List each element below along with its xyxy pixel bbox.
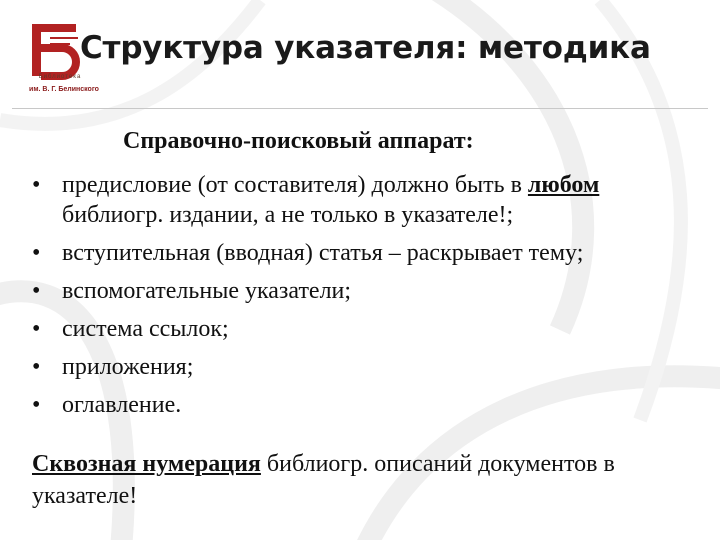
title-divider (12, 108, 708, 109)
list-item-text: система ссылок; (62, 316, 229, 342)
list-item-text: вступительная (вводная) статья – раскрывает тему; (62, 240, 584, 266)
emphasis-text: Сквозная нумерация (32, 451, 261, 477)
bullet-list (32, 170, 702, 428)
footer-note (32, 448, 702, 512)
bullet-marker: • (32, 172, 41, 198)
bullet-marker: • (32, 392, 41, 418)
bullet-marker: • (32, 316, 41, 342)
bullet-marker: • (32, 240, 41, 266)
page-title: Структура указателя: методика (80, 30, 651, 66)
list-item-text: вспомогательные указатели; (62, 278, 352, 304)
list-item (32, 276, 702, 306)
list-item-text: библиогр. издании, а не только в указателе!; (62, 202, 514, 228)
bullet-marker: • (32, 354, 41, 380)
list-item (32, 390, 702, 420)
list-item-text: оглавление. (62, 392, 182, 418)
section-heading: Справочно-поисковый аппарат: (123, 128, 474, 154)
list-item (32, 314, 702, 344)
footer-text: библиогр. описаний документов в указателе! (32, 451, 615, 509)
list-item (32, 352, 702, 382)
list-item-text: приложения; (62, 354, 194, 380)
logo-line-1: Библиотека (38, 74, 82, 80)
logo-line-2: им. В. Г. Белинского (29, 86, 99, 93)
emphasis-text: любом (527, 172, 600, 198)
list-item (32, 170, 702, 230)
list-item (32, 238, 702, 268)
list-item-text: предисловие (от составителя) должно быть в (62, 172, 528, 198)
bullet-marker: • (32, 278, 41, 304)
